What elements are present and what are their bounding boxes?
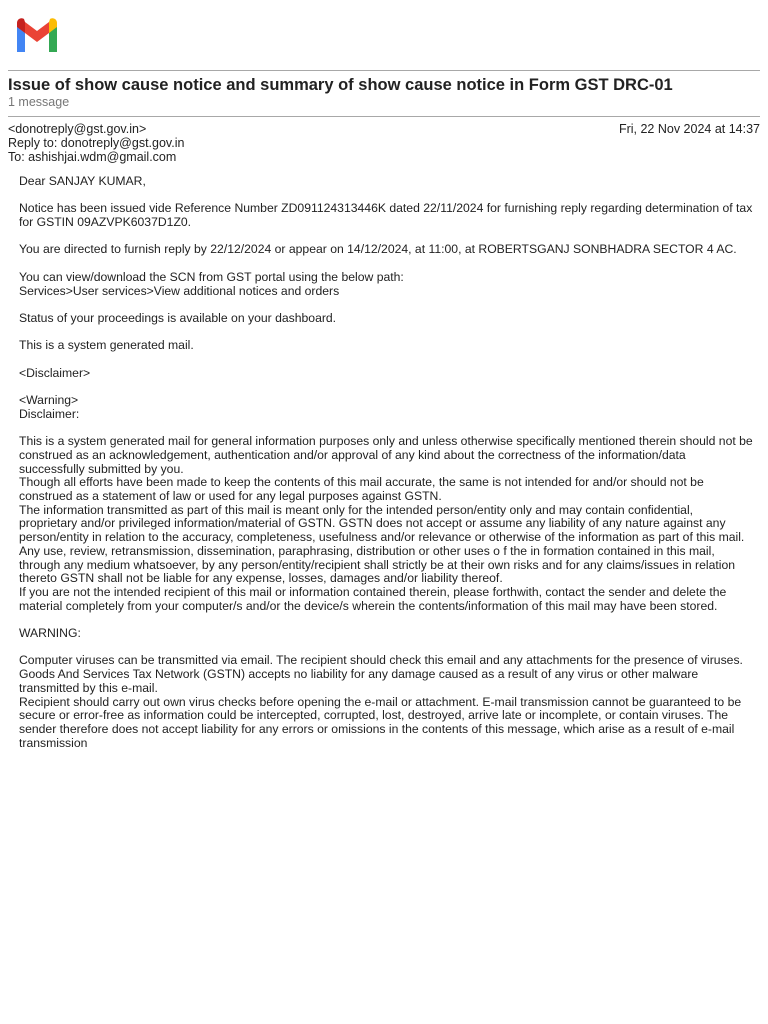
warning-paragraph-2: Recipient should carry out own virus checks before opening the e-mail or attachment. E-mail transmission cannot be guaranteed to be secure or error-free as information could be intercepted, corrupted, lost, destroyed, arrive late or incomplete, or contain viruses. The sender therefore does not accept liability for any errors or omissions in the contents of this message, which arise as a result of e-mail transmission: [19, 694, 742, 750]
header-divider: [8, 116, 760, 117]
status-paragraph: Status of your proceedings is available on your dashboard.: [19, 310, 337, 325]
disclaimer-paragraph-3: The information transmitted as part of this mail is meant only for the intended person/entity only and may contain confidential, proprietary and/or privileged information/material of GSTN. GSTN does not accept or assume any liability of any nature against any person/entity in relation to the accuracy, completeness, usefulness and/or relevance or otherwise of the information as part of this mail.: [19, 502, 745, 545]
disclaimer-heading: Disclaimer:: [19, 406, 80, 421]
reply-to-line: Reply to: donotreply@gst.gov.in: [8, 136, 185, 150]
scn-path: Services>User services>View additional notices and orders: [19, 283, 340, 298]
disclaimer-tag: <Disclaimer>: [19, 365, 91, 380]
sender-address[interactable]: <donotreply@gst.gov.in>: [8, 122, 147, 136]
gmail-m-logo-icon: [8, 8, 66, 60]
reply-deadline-paragraph: You are directed to furnish reply by 22/12/2024 or appear on 14/12/2024, at 11:00, at ROBERTSGANJ SONBHADRA SECTOR 4 AC.: [19, 242, 737, 257]
scn-path-intro: You can view/download the SCN from GST portal using the below path:: [19, 269, 404, 284]
disclaimer-paragraph-4: Any use, review, retransmission, dissemination, paraphrasing, distribution or other uses o f the in formation contained in this mail, through any medium whatsoever, by any person/entity/recipient shall strictly be at their own risks and for any claims/issues in relation thereto GSTN shall not be liable for any expense, losses, damages and/or liability thereof.: [19, 543, 736, 586]
email-body: [19, 175, 754, 750]
email-date: Fri, 22 Nov 2024 at 14:37: [618, 122, 760, 136]
disclaimer-paragraph-1: This is a system generated mail for general information purposes only and unless otherwise specifically mentioned therein should not be construed as an acknowledgement, authentication and/or approval of any kind about the correctness of the information/data successfully submitted by you.: [19, 434, 753, 476]
warning-heading: WARNING:: [19, 626, 81, 641]
greeting: Dear SANJAY KUMAR,: [19, 174, 146, 188]
email-subject: Issue of show cause notice and summary of show cause notice in Form GST DRC-01: [8, 76, 673, 94]
system-mail-note: This is a system generated mail.: [19, 338, 194, 353]
email-header: [8, 122, 760, 164]
disclaimer-paragraph-5: If you are not the intended recipient of this mail or information contained therein, please forthwith, contact the sender and delete the material completely from your computer/s and/or the device/s wherein the contents/information of this mail may have been stored.: [19, 584, 727, 613]
warning-tag: <Warning>: [19, 393, 79, 408]
disclaimer-paragraph-2: Though all efforts have been made to keep the contents of this mail accurate, the same is not intended for and/or should not be construed as a statement of law or used for any legal purposes against GSTN.: [19, 475, 704, 504]
warning-paragraph-1: Computer viruses can be transmitted via email. The recipient should check this email and any attachments for the presence of viruses. Goods And Services Tax Network (GSTN) accepts no liability for any damage caused as a result of any virus or other malware transmitted by this e-mail.: [19, 653, 743, 695]
top-divider: [8, 70, 760, 71]
to-line: To: ashishjai.wdm@gmail.com: [8, 150, 177, 164]
message-count: 1 message: [8, 95, 70, 109]
notice-paragraph: Notice has been issued vide Reference Number ZD091124313446K dated 22/11/2024 for furnishing reply regarding determination of tax for GSTIN 09AZVPK6037D1Z0.: [19, 201, 753, 230]
